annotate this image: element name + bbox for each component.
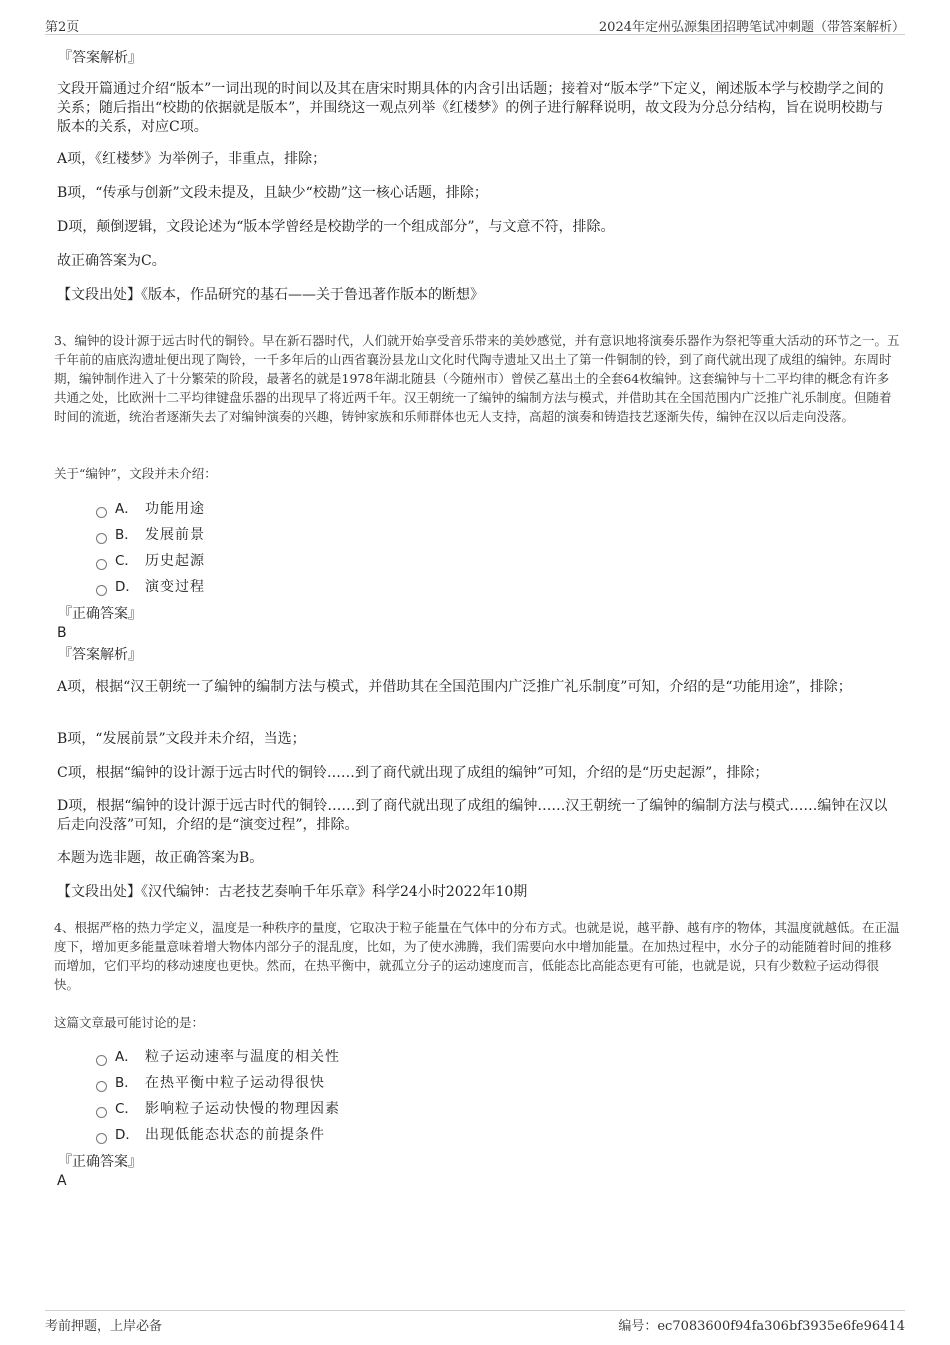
document-id: 编号：ec7083600f94fa306bf3935e6fe96414: [618, 1319, 905, 1334]
analysis-option-d: D项，根据“编钟的设计源于远古时代的铜铃……到了商代就出现了成组的编钟……汉王朝统一了编钟的编制方法与模式……编钟在汉以后走向没落”可知，介绍的是“演变过程”，排除。: [57, 798, 888, 833]
question-3-passage: 3、编钟的设计源于远古时代的铜铃。早在新石器时代，人们就开始享受音乐带来的美妙感觉，并有意识地将演奏乐器作为祭祀等重大活动的环节之一。五千年前的庙底沟遗址便出现了陶铃，一千多年后的山西省襄汾县龙山文化时代陶寺遗址又出土了第一件铜制的铃，到了商代就出现了成组的编钟。东周时期，编钟制作进入了十分繁荣的阶段，最著名的就是1978年湖北随县（今随州市）曾侯乙墓出土的全套64枚编钟。这套编钟与十二平均律的概念有许多共通之处，比欧洲十二平均律键盘乐器的出现早了将近两千年。汉王朝统一了编钟的编制方法与模式，并借助其在全国范围内广泛推广礼乐制度。但随着时间的流逝，统治者逐渐失去了对编钟演奏的兴趣，铸钟家族和乐师群体也无人支持，高超的演奏和铸造技艺逐渐失传，编钟在汉以后走向没落。: [54, 333, 900, 424]
correct-answer: A: [57, 1173, 67, 1189]
question-3-prompt: 关于“编钟”，文段并未介绍：: [54, 466, 217, 481]
analysis-option-b: B项，“发展前景”文段并未介绍，当选；: [57, 731, 306, 747]
analysis-label: 『答案解析』: [58, 647, 142, 663]
analysis-option-b: B项，“传承与创新”文段未提及，且缺少“校勘”这一核心话题，排除；: [57, 185, 488, 201]
radio-icon[interactable]: [96, 559, 107, 570]
question-4-option-b[interactable]: B． 在热平衡中粒子运动得很快: [96, 1072, 325, 1094]
page-footer: [45, 1310, 905, 1335]
correct-answer: B: [57, 625, 67, 641]
question-3-option-c[interactable]: C． 历史起源: [96, 550, 205, 572]
question-3-option-d[interactable]: D． 演变过程: [96, 576, 205, 598]
question-4-passage: 4、根据严格的热力学定义，温度是一种秩序的量度，它取决于粒子能量在气体中的分布方式。也就是说，越平静、越有序的物体，其温度就越低。在正温度下，增加更多能量意味着增大物体内部分子的混乱度，比如，为了使水沸腾，我们需要向水中增加能量。在加热过程中，水分子的动能随着时间的推移而增加，它们平均的移动速度也更快。然而，在热平衡中，就孤立分子的运动速度而言，低能态比高能态更有可能，也就是说，只有少数粒子运动得很快。: [54, 920, 900, 992]
radio-icon[interactable]: [96, 1107, 107, 1118]
radio-icon[interactable]: [96, 1055, 107, 1066]
radio-icon[interactable]: [96, 533, 107, 544]
analysis-conclusion: 故正确答案为C。: [57, 253, 166, 269]
passage-source: 【文段出处】《版本，作品研究的基石——关于鲁迅著作版本的断想》: [57, 287, 484, 303]
radio-icon[interactable]: [96, 585, 107, 596]
radio-icon[interactable]: [96, 507, 107, 518]
question-3-option-a[interactable]: A． 功能用途: [96, 498, 205, 520]
analysis-label: 『答案解析』: [58, 50, 142, 66]
analysis-conclusion: 本题为选非题，故正确答案为B。: [57, 850, 264, 866]
footer-slogan: 考前押题，上岸必备: [45, 1319, 163, 1334]
question-3-option-b[interactable]: B． 发展前景: [96, 524, 205, 546]
passage-source: 【文段出处】《汉代编钟：古老技艺奏响千年乐章》科学24小时2022年10期: [57, 884, 528, 900]
question-4-option-d[interactable]: D． 出现低能态状态的前提条件: [96, 1124, 325, 1146]
radio-icon[interactable]: [96, 1133, 107, 1144]
page-header: [45, 14, 905, 35]
correct-answer-label: 『正确答案』: [58, 1154, 142, 1170]
correct-answer-label: 『正确答案』: [58, 606, 142, 622]
page-number: 第2页: [45, 20, 80, 35]
document-title: 2024年定州弘源集团招聘笔试冲刺题（带答案解析）: [598, 20, 905, 35]
analysis-option-c: C项，根据“编钟的设计源于远古时代的铜铃……到了商代就出现了成组的编钟”可知，介绍的是“历史起源”，排除；: [57, 765, 769, 781]
analysis-option-a: A项，根据“汉王朝统一了编钟的编制方法与模式，并借助其在全国范围内广泛推广礼乐制度”可知，介绍的是“功能用途”，排除；: [57, 679, 852, 695]
analysis-option-a: A项，《红楼梦》为举例子，非重点，排除；: [57, 151, 327, 167]
question-4-option-a[interactable]: A． 粒子运动速率与温度的相关性: [96, 1046, 340, 1068]
question-4-option-c[interactable]: C． 影响粒子运动快慢的物理因素: [96, 1098, 340, 1120]
analysis-text: 文段开篇通过介绍“版本”一词出现的时间以及其在唐宋时期具体的内含引出话题；接着对“版本学”下定义，阐述版本学与校勘学之间的关系；随后指出“校勘的依据就是版本”，并围绕这一观点列举《红楼梦》的例子进行解释说明，故文段为分总分结构，旨在说明校勘与版本的关系，对应C项。: [57, 81, 884, 135]
radio-icon[interactable]: [96, 1081, 107, 1092]
analysis-option-d: D项，颠倒逻辑，文段论述为“版本学曾经是校勘学的一个组成部分”，与文意不符，排除。: [57, 219, 615, 235]
question-4-prompt: 这篇文章最可能讨论的是：: [54, 1015, 205, 1030]
